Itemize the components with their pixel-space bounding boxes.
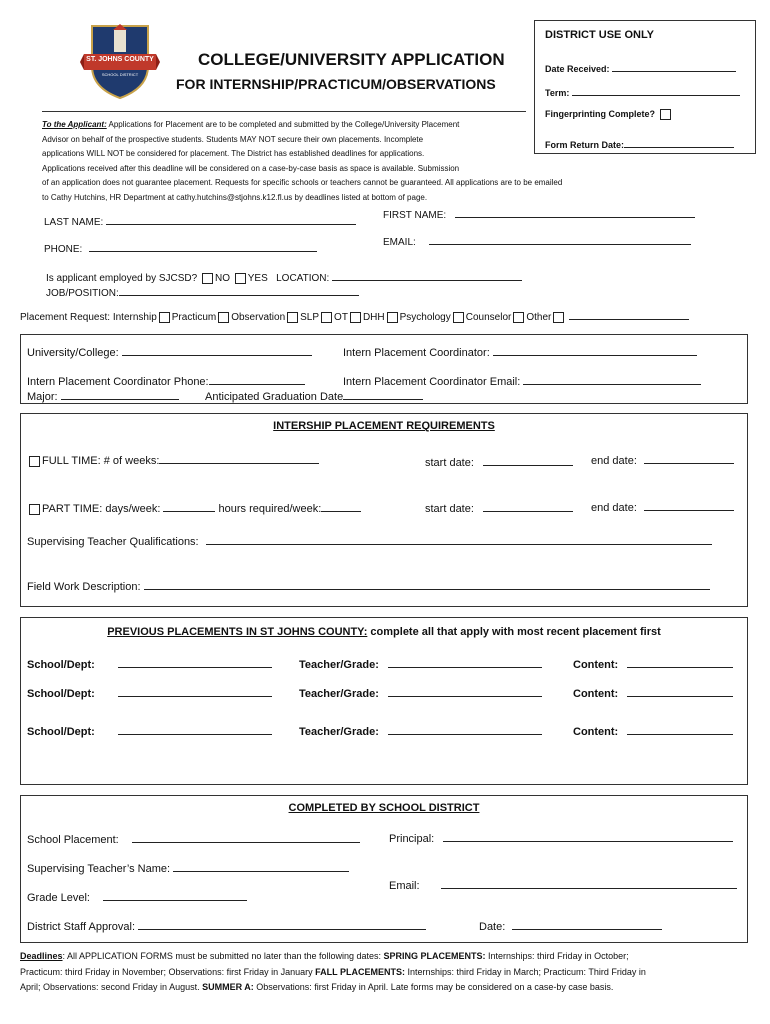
university-section — [20, 334, 748, 404]
teacher-label-3: Teacher/Grade: — [299, 726, 379, 738]
part-time-checkbox[interactable] — [29, 504, 40, 515]
school-placement-label: School Placement: — [27, 834, 119, 846]
form-return-label: Form Return Date: — [545, 140, 625, 150]
school-label-3: School/Dept: — [27, 726, 95, 738]
teacher-label-1: Teacher/Grade: — [299, 659, 379, 671]
option-counselor: Counselor — [465, 312, 512, 323]
option-slp: SLP — [300, 312, 320, 323]
date-field[interactable] — [512, 917, 662, 930]
field-work-label: Field Work Description: — [27, 581, 141, 593]
intro-line-6: to Cathy Hutchins, HR Department at cathy.hutchins@stjohns.k12.fl.us by deadlines listed at bottom of page. — [42, 192, 428, 202]
part-time-label: PART TIME: days/week: — [42, 503, 161, 515]
teacher-label-2: Teacher/Grade: — [299, 688, 379, 700]
psychology-checkbox[interactable] — [453, 312, 464, 323]
observation-checkbox[interactable] — [287, 312, 298, 323]
ot-checkbox[interactable] — [350, 312, 361, 323]
ft-start-field[interactable] — [483, 453, 573, 466]
form-title: COLLEGE/UNIVERSITY APPLICATION — [198, 50, 505, 69]
teacher-field-1[interactable] — [388, 655, 542, 668]
job-field[interactable] — [119, 283, 359, 296]
school-placement-field[interactable] — [132, 830, 360, 843]
school-label-1: School/Dept: — [27, 659, 95, 671]
spring-label: SPRING PLACEMENTS: — [383, 951, 486, 961]
qualifications-label: Supervising Teacher Qualifications: — [27, 536, 199, 548]
college-field[interactable] — [122, 343, 312, 356]
weeks-field[interactable] — [159, 451, 319, 464]
term-label: Term: — [545, 88, 570, 98]
principal-label: Principal: — [389, 833, 435, 845]
deadlines-text-2: Internships: third Friday in October; — [485, 951, 629, 961]
counselor-checkbox[interactable] — [513, 312, 524, 323]
hours-label: hours required/week: — [218, 503, 322, 515]
employed-yes-label: YES — [247, 273, 268, 284]
first-name-field[interactable] — [455, 205, 695, 218]
summer-label: SUMMER A: — [202, 982, 254, 992]
requirements-section — [20, 413, 748, 607]
job-label: JOB/POSITION: — [46, 288, 119, 299]
hours-field[interactable] — [321, 499, 361, 512]
phone-field[interactable] — [89, 239, 317, 252]
date-label: Date: — [479, 921, 506, 933]
deadlines-note — [20, 949, 750, 996]
district-email-field[interactable] — [441, 876, 737, 889]
dhh-checkbox[interactable] — [387, 312, 398, 323]
deadlines-text-6: Observations: first Friday in April. Late forms may be considered on a case-by case basis. — [253, 982, 614, 992]
option-internship: Internship — [112, 312, 157, 323]
deadlines-text-1: : All APPLICATION FORMS must be submitted no later than the following dates: — [62, 951, 384, 961]
content-label-2: Content: — [573, 688, 619, 700]
title-rule — [42, 111, 526, 112]
last-name-field[interactable] — [106, 212, 356, 225]
qualifications-field[interactable] — [206, 532, 712, 545]
district-email-label: Email: — [389, 880, 420, 892]
date-received-label: Date Received: — [545, 64, 610, 74]
approval-label: District Staff Approval: — [27, 921, 136, 933]
intro-paragraph — [42, 118, 682, 205]
logo-subtext: SCHOOL DISTRICT — [101, 72, 139, 77]
teacher-field-3[interactable] — [388, 722, 542, 735]
ft-start-label: start date: — [425, 457, 474, 469]
school-field-3[interactable] — [118, 722, 272, 735]
requirements-title: INTERSHIP PLACEMENT REQUIREMENTS — [273, 420, 495, 432]
previous-subtitle: complete all that apply with most recent placement first — [370, 626, 661, 638]
grad-date-label: Anticipated Graduation Date — [205, 391, 344, 403]
other-field[interactable] — [569, 307, 689, 320]
grad-date-field[interactable] — [343, 387, 423, 400]
location-field[interactable] — [332, 268, 522, 281]
deadlines-label: Deadlines — [20, 951, 63, 961]
teacher-field-2[interactable] — [388, 684, 542, 697]
grade-level-label: Grade Level: — [27, 892, 90, 904]
intro-line-1: Applications for Placement are to be completed and submitted by the College/University Placement — [108, 120, 460, 129]
option-ot: OT — [334, 312, 348, 323]
practicum-checkbox[interactable] — [218, 312, 229, 323]
pt-end-label: end date: — [591, 502, 637, 514]
content-field-3[interactable] — [627, 722, 733, 735]
employed-label: Is applicant employed by SJCSD? — [46, 273, 198, 284]
principal-field[interactable] — [443, 829, 733, 842]
full-time-checkbox[interactable] — [29, 456, 40, 467]
intro-line-3: applications WILL NOT be considered for placement. The District has established deadlines for applications. — [42, 149, 425, 158]
phone-label: PHONE: — [44, 244, 83, 255]
content-field-2[interactable] — [627, 684, 733, 697]
supervising-field[interactable] — [173, 859, 349, 872]
deadlines-text-5: April; Observations: second Friday in August. — [20, 982, 203, 992]
location-label: LOCATION: — [276, 273, 330, 284]
date-received-field[interactable] — [612, 59, 736, 72]
option-psychology: Psychology — [399, 312, 451, 323]
internship-checkbox[interactable] — [159, 312, 170, 323]
intro-line-2: Advisor on behalf of the prospective students. Students MAY NOT secure their own placements. Incomplete — [42, 134, 424, 144]
intro-lead: To the Applicant: — [42, 120, 107, 129]
previous-title-row — [21, 626, 747, 638]
option-practicum: Practicum — [171, 312, 217, 323]
days-field[interactable] — [163, 499, 215, 512]
placement-request-label: Placement Request: — [20, 312, 111, 323]
school-field-2[interactable] — [118, 684, 272, 697]
field-work-field[interactable] — [144, 577, 710, 590]
previous-title: PREVIOUS PLACEMENTS IN ST JOHNS COUNTY: — [107, 626, 368, 638]
previous-placements-section — [20, 617, 748, 785]
intro-line-5: of an application does not guarantee placement. Requests for specific schools or teachers cannot be guaranteed. All applications are to be emailed — [42, 178, 563, 187]
fingerprinting-label: Fingerprinting Complete? — [545, 109, 655, 119]
placement-request-row — [20, 307, 689, 323]
content-label-3: Content: — [573, 726, 619, 738]
form-subtitle: FOR INTERNSHIP/PRACTICUM/OBSERVATIONS — [176, 76, 496, 92]
fall-label: FALL PLACEMENTS: — [315, 966, 405, 977]
term-field[interactable] — [572, 83, 740, 96]
last-name-label: LAST NAME: — [44, 217, 104, 228]
district-logo — [80, 20, 160, 100]
major-label: Major: — [27, 391, 58, 403]
coord-email-label: Intern Placement Coordinator Email: — [343, 376, 521, 388]
option-other: Other — [526, 312, 552, 323]
deadlines-text-4: Internships: third Friday in March; Practicum: Third Friday in — [404, 966, 646, 977]
grade-level-field[interactable] — [103, 888, 247, 901]
full-time-label: FULL TIME: # of weeks: — [42, 455, 160, 467]
approval-field[interactable] — [138, 917, 426, 930]
logo-text: ST. JOHNS COUNTY — [86, 56, 154, 63]
coordinator-label: Intern Placement Coordinator: — [343, 347, 490, 359]
pt-end-field[interactable] — [644, 498, 734, 511]
first-name-label: FIRST NAME: — [383, 210, 447, 221]
coord-phone-field[interactable] — [209, 372, 305, 385]
option-observation: Observation — [231, 312, 286, 323]
school-field-1[interactable] — [118, 655, 272, 668]
content-field-1[interactable] — [627, 655, 733, 668]
coord-phone-label: Intern Placement Coordinator Phone: — [27, 376, 209, 388]
district-completion-section — [20, 795, 748, 943]
major-field[interactable] — [61, 387, 179, 400]
district-completion-title: COMPLETED BY SCHOOL DISTRICT — [288, 802, 480, 814]
supervising-label: Supervising Teacher’s Name: — [27, 863, 171, 875]
coord-email-field[interactable] — [523, 372, 701, 385]
pt-start-label: start date: — [425, 503, 474, 515]
slp-checkbox[interactable] — [321, 312, 332, 323]
school-label-2: School/Dept: — [27, 688, 95, 700]
email-label: EMAIL: — [383, 237, 416, 248]
employed-no-label: NO — [214, 273, 230, 284]
intro-line-4: Applications received after this deadline will be considered on a case-by-case basis as space is available. Submission — [42, 163, 460, 173]
ft-end-field[interactable] — [644, 451, 734, 464]
pt-start-field[interactable] — [483, 499, 573, 512]
email-field[interactable] — [429, 232, 691, 245]
other-checkbox[interactable] — [553, 312, 564, 323]
college-label: University/College: — [27, 347, 119, 359]
option-dhh: DHH — [362, 312, 385, 323]
deadlines-text-3: Practicum: third Friday in November; Observations: first Friday in January — [20, 966, 316, 977]
district-use-title: DISTRICT USE ONLY — [545, 29, 654, 41]
content-label-1: Content: — [573, 659, 619, 671]
coordinator-field[interactable] — [493, 343, 697, 356]
ft-end-label: end date: — [591, 455, 637, 467]
